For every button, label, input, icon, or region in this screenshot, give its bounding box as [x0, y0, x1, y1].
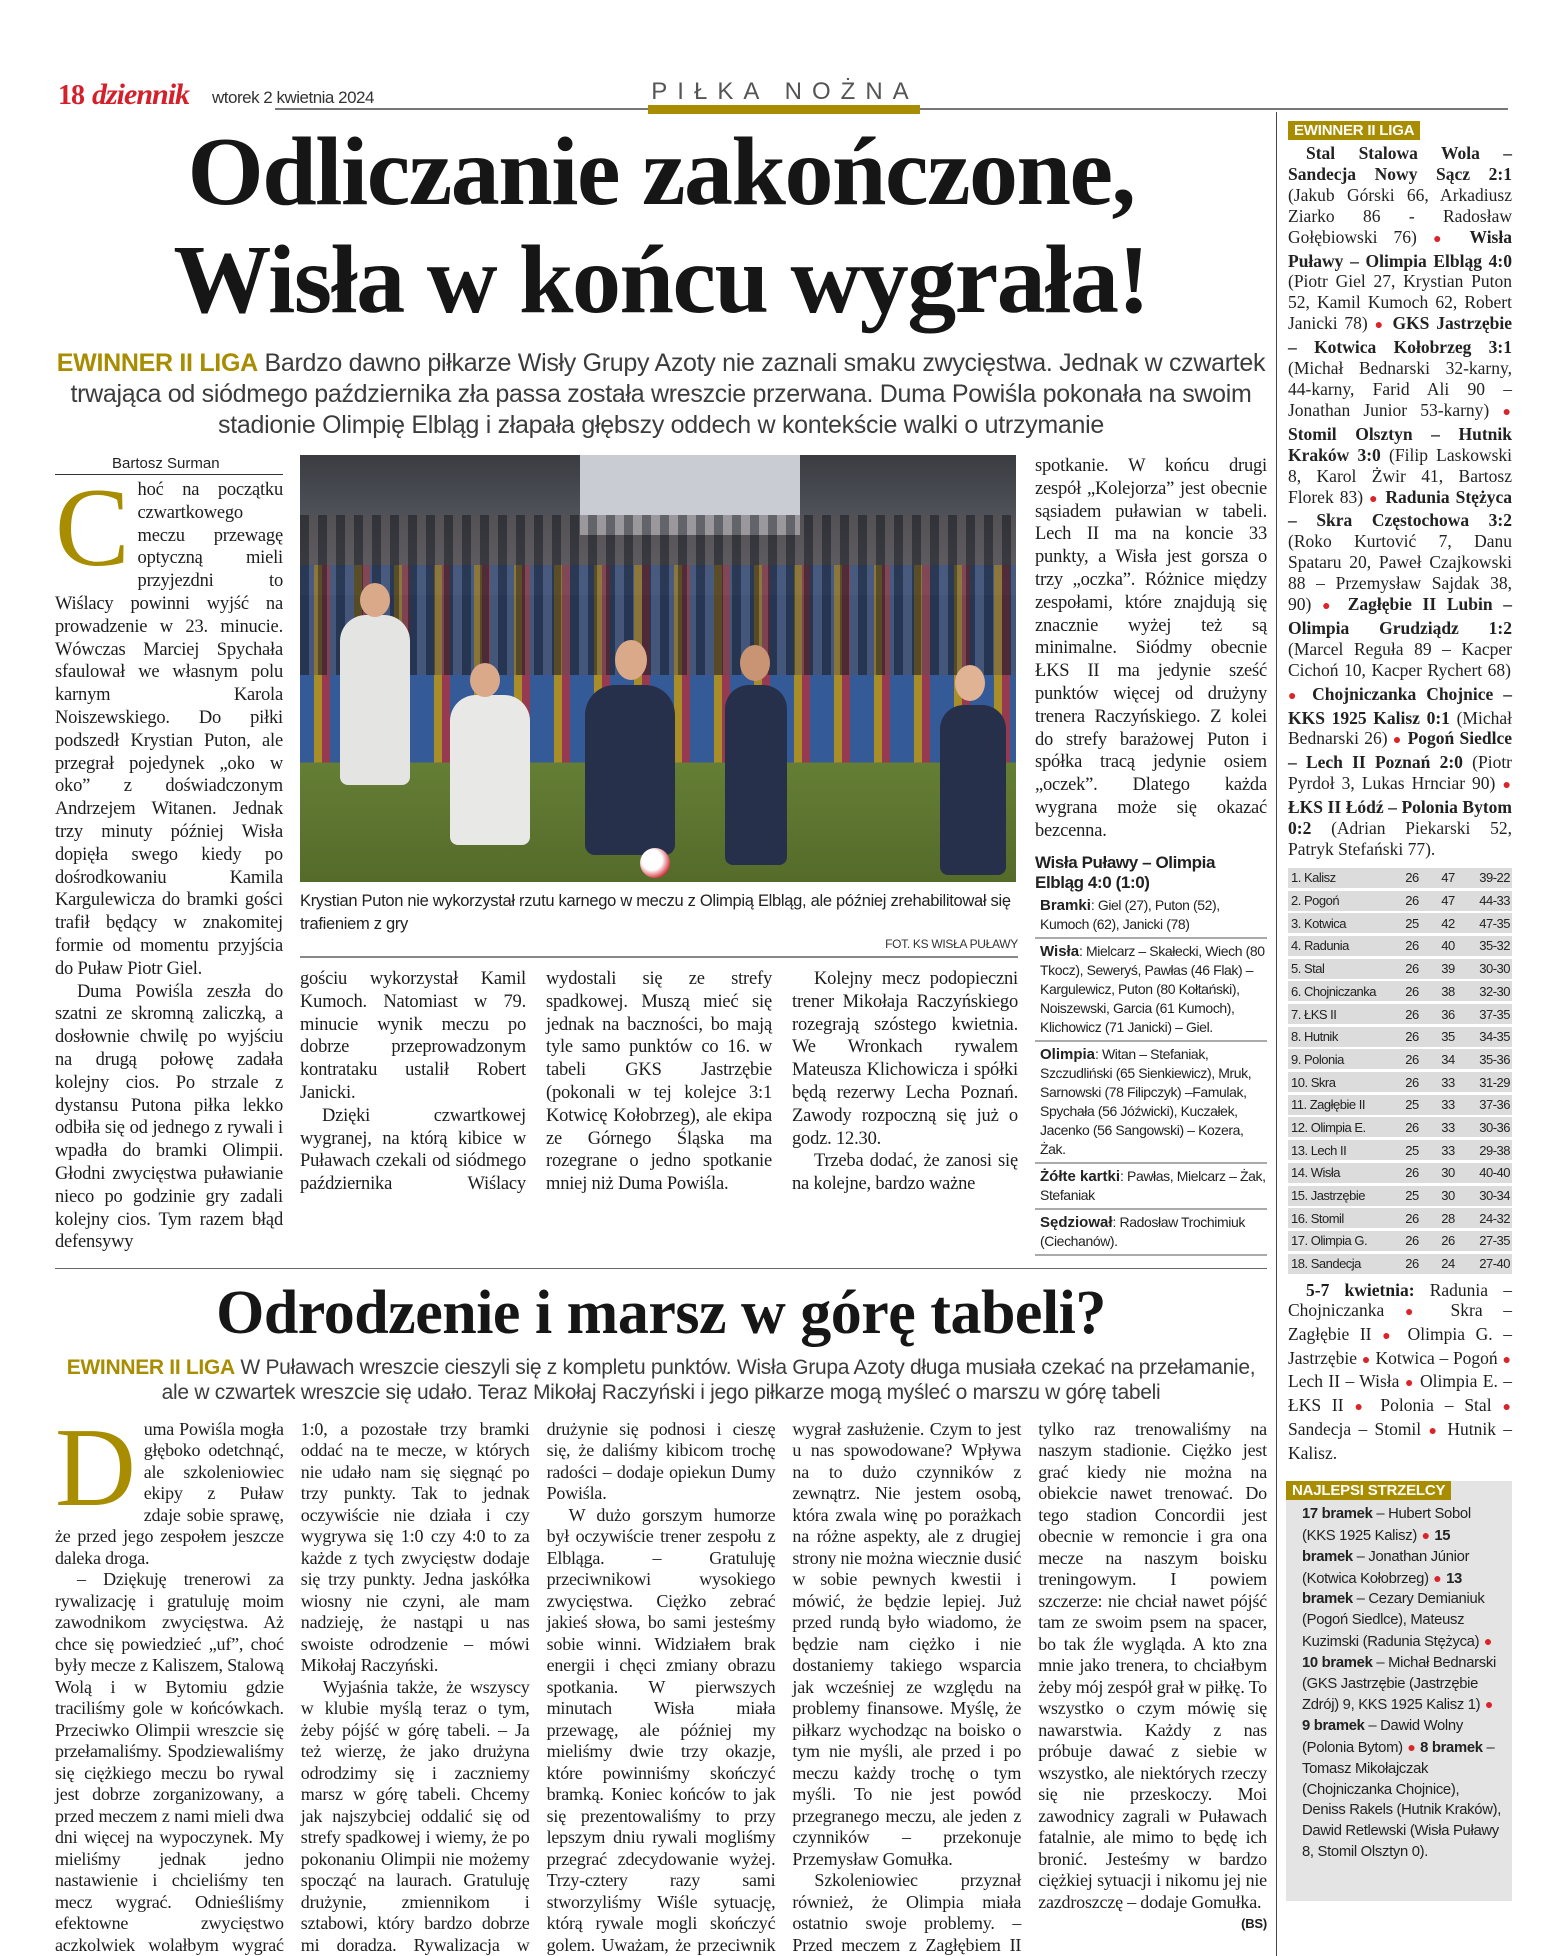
matches-played: 25 [1405, 1142, 1419, 1158]
main-content [55, 118, 1267, 1956]
fixture: Olimpia G. – Jastrzębie [1288, 1324, 1512, 1368]
result-scorers: (Adrian Piekarski 52, Patryk Stefański 77). [1288, 818, 1512, 859]
bullet-icon: ● [1496, 778, 1511, 794]
team: Jastrzębie [1310, 1188, 1365, 1204]
points: 33 [1441, 1119, 1455, 1135]
position: 1. [1291, 870, 1301, 886]
headline-line-2: Wisła w końcu wygrała! [173, 226, 1149, 334]
bullet-icon: ● [1400, 1376, 1419, 1392]
team: Wisła [1310, 1165, 1340, 1181]
team-name [1291, 1120, 1394, 1135]
paragraph-text: W dużo gorszym humorze był oczywiście trener zespołu z Elbląga. – Gratuluję przeciwnikowi wysokiego zwycięstwa. Ciężko zebrać jakieś słowa, bo sami jesteśmy sobie winni. Widziałem brak energii i chęci zmiany obrazu spotkania. W pierwszych minutach Wisła miała przewagę, ale później my mieliśmy dwie trzy okazje, które powinniśmy skończyć bramką. Koniec końców to jak się prezentowaliśmy to przy lepszym dniu rywali mogliśmy przegrać zdecydowanie wyżej. Trzy-cztery razy sami stworzyliśmy Wiśle sytuację, którą rywale mogli skończyć golem. Uważam, że przeciwnik wygrał zasłużenie. Czym to jest u nas spowodowane? Wpływa na to dużo czynników z zewnątrz. Nie jestem osobą, która zwala winę po porażkach na różne aspekty, ale z drugiej strony nie można wiecznie dusić w sobie pewnych kwestii i mówić, że będzie lepiej. Już przed rundą było wiadomo, że będzie nam ciężko i nie dostaniemy takiego wsparcia jak wcześniej ze względu na problemy finansowe. Myślę, że piłkarz wychodząc na boisko o tym nie myśli, ale przed i po meczu każdy trochę o tym myśli. To nie jest powód przegranego meczu, ale jeden z czynników – przekonuje Przemysław Gomułka. [546, 1418, 1022, 1955]
deck-kicker: EWINNER II LIGA [66, 1355, 235, 1379]
top-scorers-tag: NAJLEPSI STRZELCY [1286, 1481, 1451, 1500]
fixture: Skra – Zagłębie II [1288, 1300, 1512, 1344]
photo-caption [300, 890, 1018, 958]
goal-ratio: 24-32 [1479, 1210, 1510, 1226]
article-column-1-wrap [55, 455, 283, 1254]
fixture: Sandecja – Stomil [1288, 1418, 1422, 1439]
fixture: Lech II – Wisła [1288, 1371, 1400, 1392]
paragraph: Dzięki czwartkowej wygranej, na którą kibice w Puławach czekali od siódmego października Wiślacy wydostali się ze strefy spadkowej. Muszą mieć się jednak na baczności, bo mają tyle samo punktów co 16. w tabeli GKS Jastrzębie (pokonali w tej kolejce 3:1 Kotwicę Kołobrzeg), ale ekipa ze Górnego Śląska ma rozegrane o jedno spotkanie mniej niż Duma Powiśla. [300, 969, 772, 1195]
bullet-icon: ● [1417, 1527, 1434, 1544]
table-row [1288, 1027, 1512, 1047]
signature: (BS) [1241, 1916, 1267, 1932]
matches-played: 26 [1405, 961, 1419, 977]
paragraph-text: Szkoleniowiec przyznał również, że Olimpia miała ostatnio swoje problemy. – Przed meczem z Zagłębiem II tylko raz trenowaliśmy na naszym stadionie. Ciężko jest grać kiedy nie można na obiekcie nawet trenować. Do tego stadion Concordii jest obecnie w remoncie i gra ona mecze na naszym boisku treningowym. I powiem szczerze: nie chciał nawet pójść tam ze swoim psem na spacer, bo tak źle wygląda. A kto zna mnie jako trenera, to chciałbym żeby mój zespół grał w piłkę. To wszystko o czym mówię się nawarstwia. Każdy z nas próbuje dawać z siebie w wszystko, ale niektórych rzeczy się nie przeskoczy. Moi zawodnicy zagrali w Puławach fatalnie, ale mimo to będę ich bronić. Jesteśmy w bardzo ciężkiej sytuacji i nikomu jej nie zazdroszczę – dodaje Gomułka. [792, 1418, 1267, 1955]
bullet-icon: ● [1385, 1305, 1450, 1321]
bullet-icon: ● [1368, 318, 1392, 334]
bullet-icon: ● [1480, 1633, 1492, 1649]
team: Lech II [1310, 1142, 1347, 1158]
position: 16. [1291, 1210, 1308, 1226]
section-bar [648, 105, 920, 114]
goal-ratio: 27-40 [1479, 1256, 1510, 1272]
team-name [1291, 893, 1394, 908]
fixture: Polonia – Stal [1380, 1395, 1492, 1416]
paragraph-text: uma Powiśla mogła głęboko odetchnąć, ale szkoleniowiec ekipy z Puław zdaje sobie sprawę, że przed jego zespołem jeszcze daleka droga. [55, 1418, 284, 1568]
newspaper-logo: dziennik [92, 78, 190, 111]
goal-count: 9 bramek [1302, 1718, 1365, 1735]
match-report-row [1035, 893, 1267, 939]
team: Pogoń [1303, 893, 1340, 909]
table-row [1288, 981, 1512, 1001]
match-report-box [1035, 853, 1267, 1256]
bullet-icon: ● [1422, 1423, 1447, 1439]
row-label: Sędziował [1040, 1213, 1113, 1231]
position: 9. [1291, 1051, 1301, 1067]
matches-played: 26 [1405, 1119, 1419, 1135]
points: 40 [1441, 938, 1455, 954]
points: 47 [1441, 893, 1455, 909]
result-match: Wisła Puławy – Olimpia Elbląg 4:0 [1288, 226, 1512, 271]
result-scorers: (Michał Bednarski 26) [1288, 707, 1513, 749]
section-title: PIŁKA NOŻNA [651, 78, 919, 105]
table-row [1288, 1208, 1512, 1228]
results-list [1288, 143, 1512, 860]
points: 36 [1441, 1006, 1455, 1022]
team: Skra [1310, 1074, 1336, 1090]
article-column-1 [55, 466, 283, 1254]
team-name [1291, 1233, 1394, 1248]
table-row [1288, 1117, 1512, 1137]
headline-line-1: Odliczanie zakończone, [187, 118, 1135, 226]
article-2-deck [55, 1355, 1267, 1405]
table-row [1288, 891, 1512, 911]
matches-played: 26 [1405, 1006, 1419, 1022]
bullet-icon: ● [1429, 1569, 1446, 1586]
scorer-names: – Jonathan Júnior (Kotwica Kołobrzeg) [1302, 1548, 1470, 1587]
team-name [1291, 1097, 1394, 1112]
bullet-icon: ● [1288, 688, 1312, 704]
paragraph-text: – Dziękuję trenerowi za rywalizację i gratuluję moim zawodnikom zwycięstwa. Aż chce się powiedzieć „uf”, choć były mecze z Kaliszem, Stalową Wolą i w Bytomiu gdzie traciliśmy gole w końcówkach. Przeciwko Olimpii wreszcie się przełamaliśmy. Spodziewaliśmy się ciężkiego meczu bo rywal jest dobrze zorganizowany, a przed meczem z nami mieli dwa dni więcej na wypoczynek. My mieliśmy jednak jedno nastawienie i chcieliśmy ten mecz wygrać. Odnieśliśmy efektowne zwycięstwo aczkolwiek wolałbym wygrać 1:0, a pozostałe trzy bramki oddać na te mecze, w których nie udało nam się sięgnąć po trzy punkty. Tak to jednak oczywiście nie działa i czy wygrywa się 1:0 czy 4:0 to za każde z tych zwycięstw dodaje się trzy punkty. Jedna jaskółka wiosny nie czyni, ale mam nadzieję, że nastąpi u nas swoiste odrodzenie – mówi Mikołaj Raczyński. [55, 1418, 530, 1955]
paragraph-text: Wyjaśnia także, że wszyscy w klubie myślą teraz o tym, żeby pójść w górę tabeli. – Ja też wierzę, że jako drużyna odrodzimy się i zaczniemy marsz w górę tabeli. Chcemy jak najszybciej oddalić się od strefy spadkowej i wiemy, że po pokonaniu Olimpii nie możemy spocząć na laurach. Gratuluję drużynie, zmiennikom i sztabowi, który bardzo dobrze mi doradza. Rywalizacja w drużynie się podnosi i cieszę się, że daliśmy kibicom trochę radości – dodaje opiekun Dumy Powiśla. [300, 1418, 776, 1955]
paragraph: hoć na początku czwartkowego meczu przewagę optyczną mieli przyjezdni to Wiślacy powinni wyjść na prowadzenie w 23. minucie. Wówczas Marciej Spychała sfaulował we własnym polu karnym Karola Noiszewskiego. Do piłki podszedł Krystian Puton, ale przegrał pojedynek „oko w oko” z doświadczonym Andrzejem Witanen. Jednak trzy minuty później Wisła dopięła swego kiedy po dośrodkowaniu Kamila Kargulewicza do bramki gości trafił będący w znakomitej formie od momentu przyjścia do Puław Piotr Giel. [55, 480, 283, 979]
paragraph [55, 1405, 284, 1570]
top-scorers-text [1286, 1500, 1512, 1863]
fixture: Kotwica – Pogoń [1375, 1347, 1498, 1368]
top-scorers-box [1286, 1481, 1512, 1901]
fixtures-label: 5-7 kwietnia: [1306, 1279, 1415, 1300]
bullet-icon: ● [1417, 231, 1469, 247]
matches-played: 26 [1405, 1165, 1419, 1181]
points: 30 [1441, 1188, 1455, 1204]
table-row [1288, 1186, 1512, 1206]
points: 33 [1441, 1074, 1455, 1090]
bullet-icon: ● [1388, 733, 1407, 749]
table-row [1288, 1254, 1512, 1274]
bullet-icon: ● [1490, 404, 1511, 420]
result-item [1288, 797, 1512, 859]
matches-played: 26 [1405, 893, 1419, 909]
match-report-row [1035, 939, 1267, 1042]
issue-date: wtorek 2 kwietnia 2024 [212, 88, 374, 107]
team: Hutnik [1303, 1029, 1338, 1045]
match-report-rows [1035, 893, 1267, 1256]
position: 18. [1291, 1256, 1308, 1272]
team-name [1291, 1188, 1394, 1203]
scorer-names: – Tomasz Mikołajczak (Chojniczanka Chojnice), Deniss Rakels (Hutnik Kraków), Dawid Retlewski (Wisła Puławy 8, Stomil Olsztyn 0). [1302, 1739, 1502, 1860]
team-name [1291, 916, 1394, 931]
position: 13. [1291, 1142, 1308, 1158]
position: 7. [1291, 1006, 1301, 1022]
match-photo [300, 455, 1016, 882]
scorer-names: – Michał Bednarski (GKS Jastrzębie (Jastrzębie Zdrój) 9, KKS 1925 Kalisz 1) [1302, 1654, 1496, 1714]
table-row [1288, 1004, 1512, 1024]
row-text: : Mielcarz – Skałecki, Wiech (80 Tkocz), Seweryś, Pawłas (46 Flak) – Kargulewicz, Puton (80 Kołtański), Noiszewski, Garcia (61 Kumoch), Klichowicz (71 Janicki) – Giel. [1040, 942, 1265, 1035]
article-1-body [55, 455, 1267, 1256]
team: ŁKS II [1303, 1006, 1337, 1022]
team-name [1291, 1052, 1394, 1067]
team-name [1291, 961, 1394, 976]
team-name [1291, 870, 1394, 885]
team: Sandecja [1310, 1256, 1361, 1272]
scorer-names: – Hubert Sobol (KKS 1925 Kalisz) [1302, 1506, 1471, 1545]
fixture: Olimpia E. – ŁKS II [1288, 1371, 1512, 1416]
team: Chojniczanka [1303, 983, 1377, 999]
position: 5. [1291, 961, 1301, 977]
caption-text: Krystian Puton nie wykorzystał rzutu karnego w meczu z Olimpią Elbląg, ale później zrehabilitował się trafieniem z gry [300, 892, 1011, 933]
matches-played: 26 [1405, 1029, 1419, 1045]
bullet-icon: ● [1344, 1400, 1380, 1416]
position: 6. [1291, 983, 1301, 999]
position: 8. [1291, 1029, 1301, 1045]
matches-played: 26 [1405, 1051, 1419, 1067]
goal-ratio: 31-29 [1479, 1074, 1510, 1090]
table-row [1288, 1163, 1512, 1183]
matches-played: 26 [1405, 938, 1419, 954]
paragraph: gościu wykorzystał Kamil Kumoch. Natomiast w 79. minucie wynik meczu po dobrze przeprowadzonym kontrataku ustalił Robert Janicki. [300, 969, 526, 1103]
position: 2. [1291, 893, 1301, 909]
bullet-icon: ● [1492, 1400, 1511, 1416]
league-table [1288, 868, 1512, 1274]
byline: Bartosz Surman [55, 455, 283, 475]
result-match: Stal Stalowa Wola – Sandecja Nowy Sącz 2:1 [1288, 143, 1512, 184]
bullet-icon: ● [1364, 491, 1385, 507]
table-row [1288, 1072, 1512, 1092]
matches-played: 25 [1405, 1097, 1419, 1113]
position: 3. [1291, 915, 1301, 931]
position: 17. [1291, 1233, 1308, 1249]
team-name [1291, 1075, 1394, 1090]
result-scorers: (Michał Bednarski 32-karny, 44-karny, Farid Ali 90 – Jonathan Junior 53-karny) [1288, 358, 1512, 420]
article-2-body [55, 1405, 1267, 1956]
goal-ratio: 30-34 [1479, 1188, 1510, 1204]
row-label: Bramki [1040, 896, 1091, 914]
team: Stomil [1310, 1210, 1344, 1226]
team: Zagłębie II [1309, 1097, 1365, 1113]
position: 12. [1291, 1119, 1308, 1135]
goal-count: 13 bramek [1302, 1570, 1462, 1608]
result-match: ŁKS II Łódź – Polonia Bytom 0:2 [1288, 797, 1512, 839]
points: 34 [1441, 1051, 1455, 1067]
position: 15. [1291, 1188, 1308, 1204]
points: 42 [1441, 915, 1455, 931]
deck-kicker: EWINNER II LIGA [56, 349, 258, 377]
deck-text: Bardzo dawno piłkarze Wisły Grupy Azoty nie zaznali smaku zwycięstwa. Jednak w czwartek trwająca od siódmego października zła passa została wreszcie przerwana. Duma Powiśla pokonała na swoim stadionie Olimpię Elbląg i złapała głębszy oddech w kontekście walki o utrzymanie [70, 349, 1266, 439]
team-name [1291, 938, 1394, 953]
fixture: Hutnik – Kalisz. [1288, 1418, 1512, 1463]
match-report-title: Wisła Puławy – Olimpia Elbląg 4:0 (1:0) [1035, 852, 1216, 892]
position: 14. [1291, 1165, 1308, 1181]
result-match: Chojniczanka Chojnice – KKS 1925 Kalisz 0:1 [1288, 683, 1512, 728]
headline-2: Odrodzenie i marsz w górę tabeli? [216, 1278, 1106, 1347]
team: Polonia [1303, 1051, 1344, 1067]
sidebar [1288, 121, 1512, 1901]
matches-played: 25 [1405, 1188, 1419, 1204]
bullet-icon: ● [1403, 1738, 1420, 1755]
points: 33 [1441, 1097, 1455, 1113]
drop-cap: C [55, 466, 130, 590]
table-row [1288, 913, 1512, 933]
table-row [1288, 1231, 1512, 1251]
team: Olimpia E. [1310, 1119, 1366, 1135]
result-scorers: (Roko Kurtović 7, Danu Spataru 20, Paweł Czajkowski 88 – Przemysław Sajdak 38, 90) [1288, 531, 1512, 615]
team-name [1291, 1165, 1394, 1180]
position: 4. [1291, 938, 1301, 954]
points: 47 [1441, 870, 1455, 886]
goal-ratio: 35-32 [1479, 938, 1510, 954]
fixture: Radunia – Chojniczanka [1288, 1279, 1513, 1321]
sidebar-tag: EWINNER II LIGA [1288, 121, 1420, 140]
row-label: Olimpia [1040, 1045, 1096, 1063]
matches-played: 26 [1405, 983, 1419, 999]
article-column-right-wrap [1035, 455, 1267, 1256]
goal-ratio: 30-36 [1479, 1119, 1510, 1135]
paragraph: spotkanie. W końcu drugi zespół „Kolejorza” jest obecnie sąsiadem puławian w tabeli. Lech II ma na koncie 33 punkty, a Wisła jest gorsza o trzy „oczka”. Różnice między zespołami, które znajdują się znacznie wyżej też są minimalne. Siódmy obecnie ŁKS II ma jedynie sześć punktów więcej od drużyny trenera Raczyńskiego. Z kolei do strefy barażowej Puton i spółka tracą jedynie osiem „oczek”. Dlatego każda wygrana może się okazać bezcenna. [1035, 456, 1267, 841]
result-match: GKS Jastrzębie – Kotwica Kołobrzeg 3:1 [1288, 313, 1512, 358]
article-deck [55, 348, 1267, 441]
row-text: : Witan – Stefaniak, Szczudliński (65 Sienkiewicz), Mruk, Sarnowski (78 Filipczyk) –Famulak, Spychała (56 Jóźwicki), Kuczałek, Jacenko (56 Sangowski) – Kozera, Żak. [1040, 1045, 1252, 1157]
team-name [1291, 1007, 1394, 1022]
goal-ratio: 40-40 [1479, 1165, 1510, 1181]
matches-played: 25 [1405, 915, 1419, 931]
row-text: : Giel (27), Puton (52), Kumoch (62), Janicki (78) [1040, 896, 1220, 932]
article-columns-under-photo [300, 968, 1018, 1196]
team-name [1291, 1256, 1394, 1271]
paragraph: Kolejny mecz podopieczni trener Mikołaja Raczyńskiego rozegrają szóstego kwietnia. We Wronkach rywalem Mateusza Klichowicza i spółki będą rezerwy Lecha Poznań. Zawody rozpoczną się już o godz. 12.30. [792, 969, 1018, 1149]
row-text: : Radosław Trochimiuk (Ciechanów). [1040, 1213, 1245, 1249]
bullet-icon: ● [1312, 599, 1347, 615]
goal-count: 15 bramek [1302, 1528, 1451, 1565]
sidebar-rule [1276, 112, 1277, 1956]
team: Kalisz [1303, 870, 1336, 886]
goal-ratio: 29-38 [1479, 1142, 1510, 1158]
team: Olimpia G. [1310, 1233, 1368, 1249]
points: 38 [1441, 983, 1455, 999]
result-scorers: (Marcel Reguła 89 – Kacper Cichoń 10, Kacper Rychert 68) [1288, 638, 1512, 680]
team-name [1291, 1143, 1394, 1158]
points: 28 [1441, 1210, 1455, 1226]
result-scorers: (Piotr Giel 27, Krystian Puton 52, Kamil Kumoch 62, Robert Janicki 78) [1288, 271, 1512, 334]
points: 39 [1441, 961, 1455, 977]
goal-count: 10 bramek [1302, 1654, 1373, 1671]
photo-credit: FOT. KS WISŁA PUŁAWY [885, 937, 1018, 951]
position: 10. [1291, 1074, 1308, 1090]
result-match: Zagłębie II Lubin – Olimpia Grudziądz 1:2 [1288, 594, 1512, 638]
goal-ratio: 32-30 [1479, 983, 1510, 999]
matches-played: 26 [1405, 1233, 1419, 1249]
result-scorers: (Piotr Pyrdoł 3, Lukas Hrnciar 90) [1288, 752, 1513, 794]
row-text: : Pawłas, Mielcarz – Żak, Stefaniak [1040, 1167, 1266, 1203]
article-divider [55, 1268, 1267, 1269]
matches-played: 26 [1405, 1074, 1419, 1090]
bullet-icon: ● [1358, 1352, 1375, 1368]
row-label: Żółte kartki [1040, 1167, 1121, 1185]
page-number: 18 [58, 80, 84, 111]
scorer-names: – Dawid Wolny (Polonia Bytom) [1302, 1718, 1463, 1756]
paragraph: Trzeba dodać, że zanosi się na kolejne, bardzo ważne [792, 1151, 1018, 1195]
table-row [1288, 1140, 1512, 1160]
fixtures-list [1288, 1280, 1512, 1464]
row-label: Wisła [1040, 942, 1080, 960]
matches-played: 26 [1405, 1256, 1419, 1272]
goal-ratio: 47-35 [1479, 915, 1510, 931]
goal-ratio: 27-35 [1479, 1233, 1510, 1249]
matches-played: 26 [1405, 870, 1419, 886]
bullet-icon: ● [1498, 1352, 1511, 1368]
result-match: Pogoń Siedlce – Lech II Poznań 2:0 [1288, 728, 1512, 773]
points: 35 [1441, 1029, 1455, 1045]
table-row [1288, 1095, 1512, 1115]
points: 26 [1441, 1233, 1455, 1249]
team-name [1291, 1029, 1394, 1044]
points: 30 [1441, 1165, 1455, 1181]
article-2-text [55, 1405, 1267, 1956]
scorer-names: – Cezary Demianiuk (Pogoń Siedlce), Mateusz Kuzimski (Radunia Stężyca) [1302, 1591, 1485, 1650]
table-row [1288, 936, 1512, 956]
goal-count: 17 bramek [1302, 1506, 1373, 1523]
bullet-icon: ● [1372, 1329, 1407, 1344]
article-column-right [1035, 455, 1267, 843]
bullet-icon: ● [1481, 1696, 1494, 1713]
match-report-row [1035, 1164, 1267, 1210]
result-scorers: (Jakub Górski 66, Arkadiusz Ziarko 86 - Radosław Gołębiowski 76) [1288, 184, 1512, 247]
points: 24 [1441, 1256, 1455, 1272]
matches-played: 26 [1405, 1210, 1419, 1226]
deck-text: W Puławach wreszcie cieszyli się z kompletu punktów. Wisła Grupa Azoty długa musiała czekać na przełamanie, ale w czwartek wreszcie się udało. Teraz Mikołaj Raczyński i jego piłkarze mogą myśleć o marszu w górę tabeli [161, 1355, 1256, 1404]
team: Kotwica [1303, 915, 1346, 931]
result-match: Radunia Stężyca – Skra Częstochowa 3:2 [1288, 486, 1512, 531]
points: 33 [1441, 1142, 1455, 1158]
result-match: Stomil Olsztyn – Hutnik Kraków 3:0 [1288, 423, 1512, 465]
team: Stal [1303, 961, 1325, 977]
team-name [1291, 984, 1394, 999]
match-report-row [1035, 1210, 1267, 1256]
table-row [1288, 1049, 1512, 1069]
match-report-row [1035, 1042, 1267, 1164]
table-row [1288, 868, 1512, 888]
goal-count: 8 bramek [1420, 1739, 1483, 1756]
goal-ratio: 37-36 [1479, 1097, 1510, 1113]
goal-ratio: 30-30 [1479, 961, 1510, 977]
photo-column [300, 455, 1018, 1196]
drop-cap: D [55, 1405, 136, 1530]
result-scorers: (Filip Laskowski 8, Karol Żwir 41, Bartosz Florek 83) [1288, 444, 1513, 507]
paragraph: Duma Powiśla zeszła do szatni ze skromną zaliczką, a dosłownie chwilę po wyjściu na drugą połowę zadała kolejny cios. Po strzale z dystansu Putona piłka lekko odbiła się od jednego z rywali i wpadła do bramki Olimpii. Głodni zwycięstwa puławianie nieco po godzinie gry zadali kolejny cios. Tym razem błąd defensywy [55, 981, 283, 1253]
goal-ratio: 44-33 [1479, 893, 1510, 909]
table-row [1288, 959, 1512, 979]
team-name [1291, 1211, 1394, 1226]
position: 11. [1291, 1097, 1307, 1113]
goal-ratio: 37-35 [1479, 1006, 1510, 1022]
goal-ratio: 39-22 [1479, 870, 1510, 886]
goal-ratio: 35-36 [1479, 1051, 1510, 1067]
goal-ratio: 34-35 [1479, 1029, 1510, 1045]
team: Radunia [1303, 938, 1349, 954]
